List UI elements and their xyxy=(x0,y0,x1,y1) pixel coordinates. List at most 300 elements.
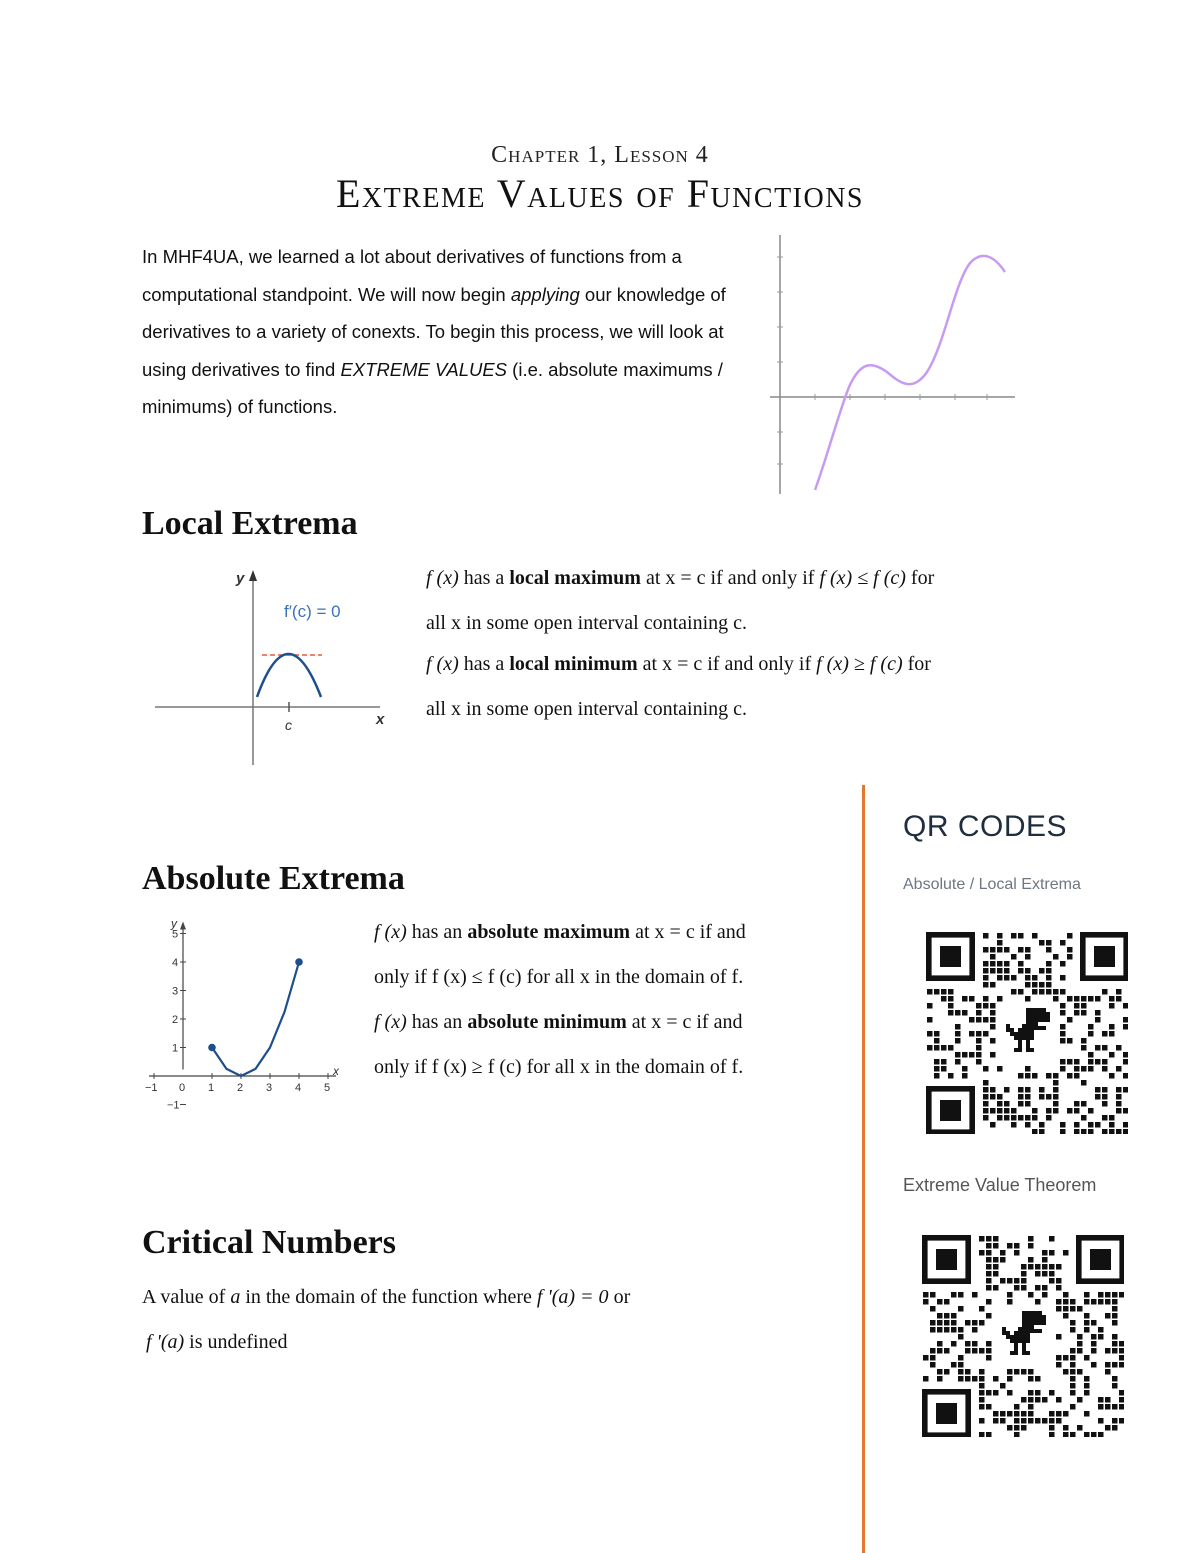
abs-x-tick-label: 0 xyxy=(179,1082,186,1094)
qr-module xyxy=(1056,1285,1062,1291)
qr-module xyxy=(1091,1432,1097,1437)
qr-module xyxy=(1074,996,1080,1002)
qr-module xyxy=(1095,1094,1101,1100)
qr-module xyxy=(1109,1073,1115,1079)
qr-code-evt[interactable] xyxy=(922,1235,1124,1437)
qr-module xyxy=(976,1038,982,1044)
qr-module xyxy=(990,1087,996,1093)
qr-module xyxy=(1039,940,1045,946)
qr-module xyxy=(934,1045,940,1051)
qr-module xyxy=(976,1003,982,1009)
qr-module xyxy=(1116,1108,1122,1114)
qr-module xyxy=(1025,1073,1031,1079)
qr-module xyxy=(937,1299,943,1305)
qr-module xyxy=(1007,1425,1013,1431)
qr-module xyxy=(1053,1094,1059,1100)
qr-module xyxy=(1105,1369,1111,1375)
qr-module xyxy=(941,1059,947,1065)
qr1-label: Absolute / Local Extrema xyxy=(903,876,1081,893)
qr-module xyxy=(1063,1306,1069,1312)
qr-module xyxy=(972,1341,978,1347)
qr-module xyxy=(1014,1369,1020,1375)
qr-module xyxy=(976,1017,982,1023)
qr-module xyxy=(1084,1411,1090,1417)
abs-x-tick-label: −1 xyxy=(145,1082,158,1094)
qr-module xyxy=(937,1320,943,1326)
qr-module xyxy=(1018,933,1024,939)
qr-module xyxy=(1053,1101,1059,1107)
qr-module xyxy=(990,1038,996,1044)
qr-module xyxy=(990,1052,996,1058)
qr-module xyxy=(1116,1087,1122,1093)
qr-module xyxy=(1112,1348,1118,1354)
intro-emphasis-extreme: EXTREME VALUES xyxy=(340,358,508,380)
qr-module xyxy=(986,1404,992,1410)
qr-code-absolute-local[interactable] xyxy=(926,932,1128,1134)
qr-module xyxy=(1112,1334,1118,1340)
qr-module xyxy=(958,1362,964,1368)
qr-module xyxy=(983,1115,989,1121)
qr-module xyxy=(979,1390,985,1396)
qr-module xyxy=(1060,1003,1066,1009)
intro-text-1: In MHF4UA, we learned a lot about derivatives of functions from a computational standpoint. We will now begin xyxy=(142,246,682,305)
qr-module xyxy=(1014,1285,1020,1291)
critical-line1: A value of a in the domain of the function where f '(a) = 0 or xyxy=(142,1286,631,1308)
qr-module xyxy=(965,1369,971,1375)
qr-module xyxy=(1056,1355,1062,1361)
qr-module xyxy=(983,1017,989,1023)
qr-module xyxy=(1000,1383,1006,1389)
abs-x-tick-label: 4 xyxy=(295,1082,302,1094)
qr-module xyxy=(951,1320,957,1326)
qr-module xyxy=(979,1376,985,1382)
qr-module xyxy=(1098,1292,1104,1298)
qr-module xyxy=(1007,1369,1013,1375)
qr-module xyxy=(1011,1115,1017,1121)
qr-module xyxy=(1098,1327,1104,1333)
qr-module xyxy=(1028,1390,1034,1396)
qr-module xyxy=(1049,1278,1055,1284)
qr-module xyxy=(1119,1362,1124,1368)
local-definitions xyxy=(426,556,1076,732)
qr-module xyxy=(1084,1390,1090,1396)
qr-module xyxy=(986,1250,992,1256)
qr-module xyxy=(1112,1376,1118,1382)
qr-finder-inner xyxy=(940,1100,961,1121)
sidebar-title: QR CODES xyxy=(903,810,1068,843)
qr-module xyxy=(1084,1292,1090,1298)
qr-module xyxy=(965,1341,971,1347)
intro-function-graph xyxy=(765,232,1020,497)
qr-module xyxy=(976,1010,982,1016)
qr-module xyxy=(951,1292,957,1298)
qr-module xyxy=(1095,1087,1101,1093)
critical-line2: f '(a) is undefined xyxy=(146,1331,288,1353)
qr-module xyxy=(993,1236,999,1242)
qr-module xyxy=(1098,1334,1104,1340)
qr-module xyxy=(1035,1390,1041,1396)
qr-module xyxy=(1004,1108,1010,1114)
qr-module xyxy=(1025,1094,1031,1100)
qr-module xyxy=(923,1292,929,1298)
heading-local-extrema: Local Extrema xyxy=(142,505,358,542)
qr-module xyxy=(1098,1432,1104,1437)
qr-module xyxy=(948,989,954,995)
qr-module xyxy=(990,1017,996,1023)
qr-module xyxy=(1116,996,1122,1002)
qr-module xyxy=(1116,1101,1122,1107)
qr-module xyxy=(1000,1418,1006,1424)
qr-module xyxy=(1014,1425,1020,1431)
qr-module xyxy=(986,1432,992,1437)
qr-module xyxy=(1046,947,1052,953)
qr-module xyxy=(1088,1052,1094,1058)
qr-module xyxy=(986,1348,992,1354)
qr-module xyxy=(1070,1432,1076,1437)
qr-module xyxy=(1112,1313,1118,1319)
qr-module xyxy=(1063,1369,1069,1375)
qr-module xyxy=(1116,1045,1122,1051)
qr-module xyxy=(1039,1122,1045,1128)
qr-module xyxy=(1109,1129,1115,1134)
qr-module xyxy=(944,1299,950,1305)
qr-module xyxy=(1035,1376,1041,1382)
qr-module xyxy=(1123,1129,1128,1134)
qr-module xyxy=(1109,1003,1115,1009)
qr-finder-inner xyxy=(1094,946,1115,967)
qr-module xyxy=(1035,1264,1041,1270)
qr-module xyxy=(1025,1115,1031,1121)
qr-module xyxy=(930,1320,936,1326)
qr-finder-inner xyxy=(936,1249,957,1270)
qr-module xyxy=(1032,1115,1038,1121)
abs-min-line1: f (x) has an absolute minimum at x = c if and xyxy=(374,1011,743,1033)
qr-module xyxy=(1074,1010,1080,1016)
qr-module xyxy=(927,1031,933,1037)
qr-module xyxy=(1074,1066,1080,1072)
qr-module xyxy=(1063,1425,1069,1431)
qr-module xyxy=(986,1390,992,1396)
qr-module xyxy=(1074,1101,1080,1107)
qr-module xyxy=(1084,1376,1090,1382)
qr-module xyxy=(1063,1355,1069,1361)
qr-module xyxy=(1074,1059,1080,1065)
qr-module xyxy=(1049,1271,1055,1277)
qr-module xyxy=(979,1236,985,1242)
qr-module xyxy=(1070,1369,1076,1375)
qr-module xyxy=(1088,1122,1094,1128)
qr-module xyxy=(1056,1362,1062,1368)
qr-module xyxy=(1119,1355,1124,1361)
qr-module xyxy=(937,1369,943,1375)
qr-module xyxy=(1025,954,1031,960)
intro-text-3: (i.e. absolute maximums / minimums) of functions. xyxy=(142,358,723,417)
qr-module xyxy=(1007,1299,1013,1305)
qr-module xyxy=(993,1271,999,1277)
qr-module xyxy=(923,1376,929,1382)
qr-module xyxy=(990,947,996,953)
qr-module xyxy=(948,996,954,1002)
qr-module xyxy=(990,961,996,967)
qr-module xyxy=(1014,1250,1020,1256)
abs-min-line2: only if f (x) ≥ f (c) for all x in the domain of f. xyxy=(374,1056,744,1078)
qr-module xyxy=(1095,1017,1101,1023)
qr-module xyxy=(965,1376,971,1382)
qr-module xyxy=(1105,1397,1111,1403)
qr-module xyxy=(1042,1397,1048,1403)
qr-module xyxy=(930,1348,936,1354)
qr-module xyxy=(1018,1087,1024,1093)
qr-module xyxy=(1025,1087,1031,1093)
qr-module xyxy=(1049,1390,1055,1396)
qr-module xyxy=(934,1038,940,1044)
qr-module xyxy=(1067,1038,1073,1044)
qr-module xyxy=(979,1250,985,1256)
qr-module xyxy=(1011,933,1017,939)
qr-module xyxy=(1042,1271,1048,1277)
qr-module xyxy=(1018,947,1024,953)
qr-module xyxy=(990,954,996,960)
qr-module xyxy=(1014,1411,1020,1417)
qr-module xyxy=(944,1348,950,1354)
qr-module xyxy=(944,1320,950,1326)
abs-x-tick-label: 1 xyxy=(208,1082,215,1094)
qr-module xyxy=(997,975,1003,981)
qr-module xyxy=(1088,1024,1094,1030)
qr-module xyxy=(1056,1411,1062,1417)
qr-module xyxy=(1025,968,1031,974)
local-c-label: c xyxy=(285,717,292,733)
qr-module xyxy=(1070,1320,1076,1326)
qr-module xyxy=(1056,1278,1062,1284)
qr-module xyxy=(1109,996,1115,1002)
intro-text-2: our knowledge of derivatives to a variety of conexts. To begin this process, we will look at using derivatives to find xyxy=(142,283,726,380)
qr-module xyxy=(1081,1045,1087,1051)
qr-module xyxy=(1102,1129,1108,1134)
qr-module xyxy=(1035,1418,1041,1424)
qr-module xyxy=(990,1122,996,1128)
qr-module xyxy=(1067,933,1073,939)
qr-module xyxy=(930,1355,936,1361)
qr-module xyxy=(1084,1320,1090,1326)
qr-module xyxy=(1067,954,1073,960)
qr-module xyxy=(1105,1348,1111,1354)
qr-module xyxy=(927,1045,933,1051)
qr-module xyxy=(1025,975,1031,981)
qr-module xyxy=(1123,1024,1128,1030)
qr-module xyxy=(1004,1087,1010,1093)
qr-module xyxy=(1028,1376,1034,1382)
intro-paragraph xyxy=(142,238,757,426)
qr-module xyxy=(1067,1108,1073,1114)
qr-module xyxy=(1067,1017,1073,1023)
qr-module xyxy=(1018,1101,1024,1107)
qr-module xyxy=(1053,996,1059,1002)
abs-y-tick-label: 4 xyxy=(172,957,179,969)
qr-module xyxy=(1035,1299,1041,1305)
qr-module xyxy=(1004,947,1010,953)
qr-module xyxy=(1102,1045,1108,1051)
qr-module xyxy=(927,1017,933,1023)
qr-module xyxy=(979,1369,985,1375)
qr-module xyxy=(1116,1129,1122,1134)
qr-module xyxy=(1098,1404,1104,1410)
qr-module xyxy=(1119,1292,1124,1298)
qr-module xyxy=(986,1243,992,1249)
qr-module xyxy=(1049,1250,1055,1256)
qr-module xyxy=(1046,1094,1052,1100)
qr-module xyxy=(1070,1327,1076,1333)
qr-module xyxy=(1084,1355,1090,1361)
qr-module xyxy=(1112,1362,1118,1368)
qr-module xyxy=(1074,1003,1080,1009)
qr-finder-inner xyxy=(1090,1249,1111,1270)
qr-module xyxy=(1060,1038,1066,1044)
qr-module xyxy=(1105,1292,1111,1298)
qr-module xyxy=(997,933,1003,939)
qr-module xyxy=(1112,1306,1118,1312)
local-max-line2: all x in some open interval containing c. xyxy=(426,612,748,634)
qr-module xyxy=(1091,1362,1097,1368)
qr-module xyxy=(1000,1257,1006,1263)
qr-module xyxy=(1042,1264,1048,1270)
abs-x-tick-label: 3 xyxy=(266,1082,273,1094)
qr-module xyxy=(990,1024,996,1030)
qr-module xyxy=(972,1327,978,1333)
qr-module xyxy=(1088,996,1094,1002)
qr-module xyxy=(1007,1278,1013,1284)
qr-module xyxy=(1049,1411,1055,1417)
qr-module xyxy=(1021,1397,1027,1403)
qr-module xyxy=(962,1052,968,1058)
qr-module xyxy=(972,1292,978,1298)
qr-module xyxy=(1077,1341,1083,1347)
qr-module xyxy=(1032,989,1038,995)
qr-module xyxy=(1028,1411,1034,1417)
qr-module xyxy=(1028,1369,1034,1375)
qr-module xyxy=(1035,1397,1041,1403)
qr-module xyxy=(1032,933,1038,939)
qr-module xyxy=(979,1404,985,1410)
qr-module xyxy=(1070,1348,1076,1354)
qr-module xyxy=(962,1073,968,1079)
qr-module xyxy=(997,1066,1003,1072)
qr-module xyxy=(983,947,989,953)
qr-module xyxy=(958,1355,964,1361)
qr-module xyxy=(1035,1271,1041,1277)
qr-module xyxy=(1039,1129,1045,1134)
qr-module xyxy=(997,961,1003,967)
absolute-definitions xyxy=(374,910,844,1090)
chapter-subtitle: Chapter 1, Lesson 4 xyxy=(491,142,709,168)
qr-module xyxy=(1091,1299,1097,1305)
qr-module xyxy=(1112,1404,1118,1410)
qr-module xyxy=(1081,1066,1087,1072)
qr-module xyxy=(1060,1010,1066,1016)
qr-module xyxy=(972,1348,978,1354)
qr-module xyxy=(1081,1080,1087,1086)
qr-module xyxy=(969,996,975,1002)
qr-module xyxy=(1105,1425,1111,1431)
qr-module xyxy=(986,1278,992,1284)
qr-module xyxy=(979,1432,985,1437)
qr-module xyxy=(997,968,1003,974)
qr-module xyxy=(993,1411,999,1417)
qr-module xyxy=(1000,1250,1006,1256)
qr-module xyxy=(1084,1327,1090,1333)
qr-module xyxy=(1035,1285,1041,1291)
abs-y-arrow xyxy=(180,922,186,930)
qr-module xyxy=(983,1066,989,1072)
qr-module xyxy=(937,1327,943,1333)
qr-module xyxy=(983,982,989,988)
qr-module xyxy=(1091,1320,1097,1326)
qr-module xyxy=(937,1376,943,1382)
qr-module xyxy=(1112,1418,1118,1424)
qr-module xyxy=(958,1306,964,1312)
qr-module xyxy=(997,1094,1003,1100)
qr-module xyxy=(1032,1073,1038,1079)
qr-module xyxy=(955,1031,961,1037)
qr-module xyxy=(990,1010,996,1016)
qr-module xyxy=(1081,1003,1087,1009)
qr-module xyxy=(1123,1122,1128,1128)
qr-module xyxy=(1112,1383,1118,1389)
qr-module xyxy=(1060,961,1066,967)
qr-module xyxy=(1105,1362,1111,1368)
qr-module xyxy=(951,1362,957,1368)
qr-module xyxy=(948,1003,954,1009)
qr-module xyxy=(1119,1341,1124,1347)
qr-module xyxy=(1053,954,1059,960)
qr-module xyxy=(1077,1397,1083,1403)
qr-module xyxy=(965,1320,971,1326)
qr-module xyxy=(958,1327,964,1333)
qr-module xyxy=(1007,1243,1013,1249)
qr-module xyxy=(1098,1397,1104,1403)
local-x-label: x xyxy=(376,711,385,728)
qr-module xyxy=(1098,1299,1104,1305)
qr-module xyxy=(986,1257,992,1263)
local-max-graph xyxy=(150,565,395,770)
qr-module xyxy=(1074,1122,1080,1128)
qr-module xyxy=(1028,1397,1034,1403)
qr-module xyxy=(1070,1376,1076,1382)
qr-module xyxy=(1063,1250,1069,1256)
qr-module xyxy=(990,1003,996,1009)
qr-module xyxy=(962,1066,968,1072)
qr-module xyxy=(979,1320,985,1326)
qr-module xyxy=(951,1341,957,1347)
qr-module xyxy=(1102,1087,1108,1093)
qr-module xyxy=(1070,1383,1076,1389)
qr-module xyxy=(1109,1115,1115,1121)
qr-module xyxy=(976,1031,982,1037)
qr-module xyxy=(1070,1306,1076,1312)
local-min-line1: f (x) has a local minimum at x = c if and only if f (x) ≥ f (c) for xyxy=(426,653,931,675)
qr2-label: Extreme Value Theorem xyxy=(903,1175,1097,1195)
qr-module xyxy=(1070,1299,1076,1305)
qr-module xyxy=(1095,1045,1101,1051)
qr-module xyxy=(1088,1031,1094,1037)
local-parabola xyxy=(257,654,321,697)
qr-module xyxy=(1084,1432,1090,1437)
qr-module xyxy=(1077,1348,1083,1354)
qr-module xyxy=(983,1003,989,1009)
qr-module xyxy=(1102,1066,1108,1072)
qr-module xyxy=(937,1313,943,1319)
qr-module xyxy=(1081,1038,1087,1044)
